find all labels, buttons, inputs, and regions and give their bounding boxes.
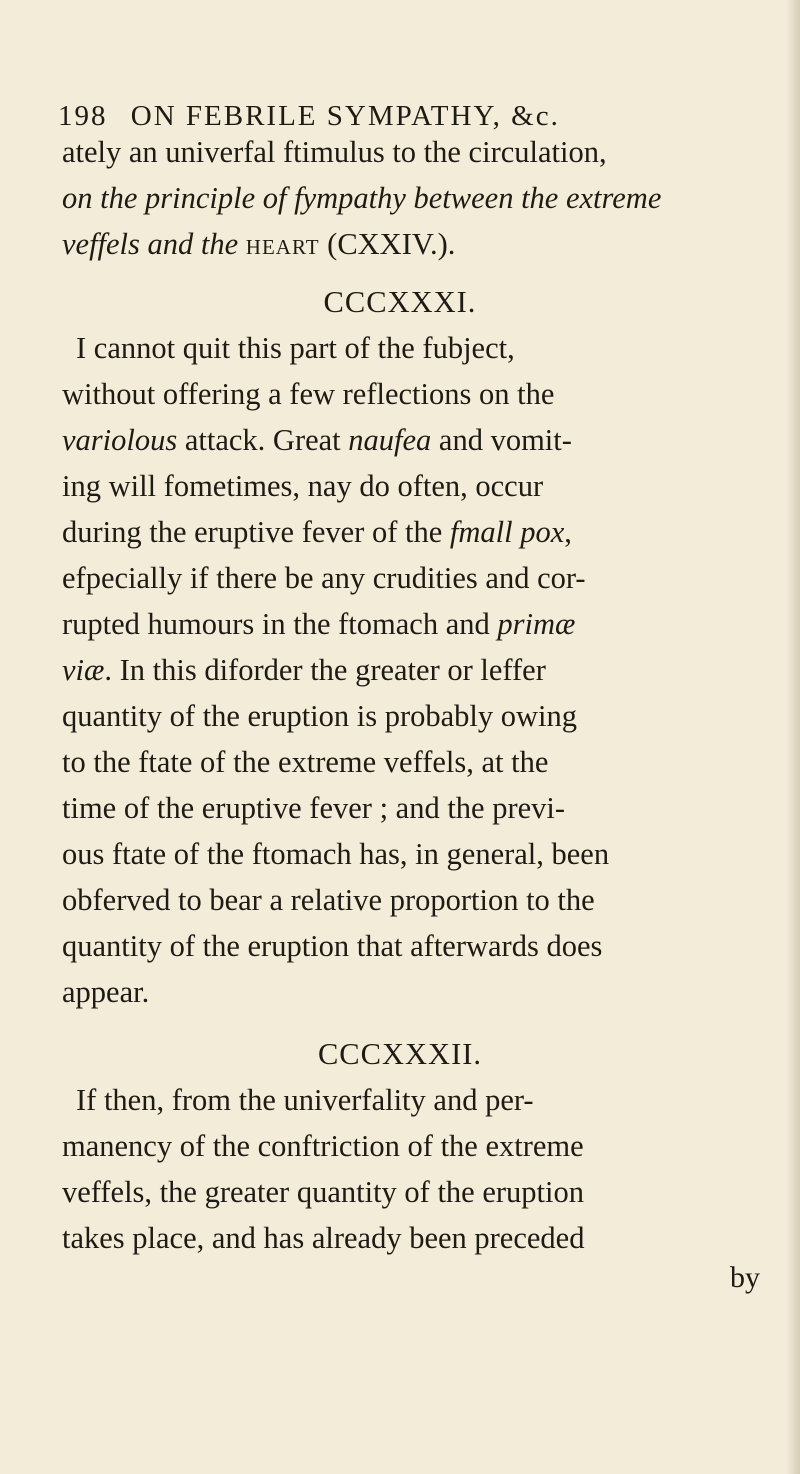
text-line: ous ftate of the ftomach has, in general, been	[62, 837, 610, 871]
page-edge-shadow	[786, 0, 800, 1474]
text-line: viæ. In this diforder the greater or leffer	[62, 653, 546, 687]
text-line: ing will fometimes, nay do often, occur	[62, 469, 544, 503]
text-line: If then, from the univerfality and per-	[76, 1083, 534, 1117]
text-line: without offering a few reflections on the	[62, 377, 555, 411]
text-line: appear.	[62, 975, 150, 1009]
text-line: efpecially if there be any crudities and cor-	[62, 561, 586, 595]
section-heading: CCCXXXI.	[323, 285, 477, 319]
text-line: on the principle of fympathy between the extreme	[62, 181, 662, 215]
text-line: veffels, the greater quantity of the eruption	[62, 1175, 584, 1209]
text-line: veffels and the heart (CXXIV.).	[62, 227, 456, 261]
text-line: rupted humours in the ftomach and primæ	[62, 607, 576, 641]
text-line: manency of the conftriction of the extreme	[62, 1129, 584, 1163]
running-title: ON FEBRILE SYMPATHY, &c.	[130, 100, 560, 132]
text-line: obferved to bear a relative proportion to the	[62, 883, 595, 917]
catchword: by	[730, 1261, 760, 1294]
text-line: quantity of the eruption that afterwards does	[62, 929, 603, 963]
text-line: quantity of the eruption is probably owing	[62, 699, 578, 733]
text-line: to the ftate of the extreme veffels, at the	[62, 745, 549, 779]
text-line: during the eruptive fever of the fmall pox,	[62, 515, 572, 549]
running-header	[58, 100, 758, 133]
text-line: I cannot quit this part of the fubject,	[76, 331, 515, 365]
text-line: time of the eruptive fever ; and the previ-	[62, 791, 566, 825]
page-number: 198	[58, 100, 108, 132]
text-line: variolous attack. Great naufea and vomit-	[62, 423, 572, 457]
text-line: ately an univerfal ftimulus to the circulation,	[62, 135, 607, 169]
text-line: takes place, and has already been preceded	[62, 1221, 585, 1255]
section-heading: CCCXXXII.	[317, 1037, 483, 1071]
